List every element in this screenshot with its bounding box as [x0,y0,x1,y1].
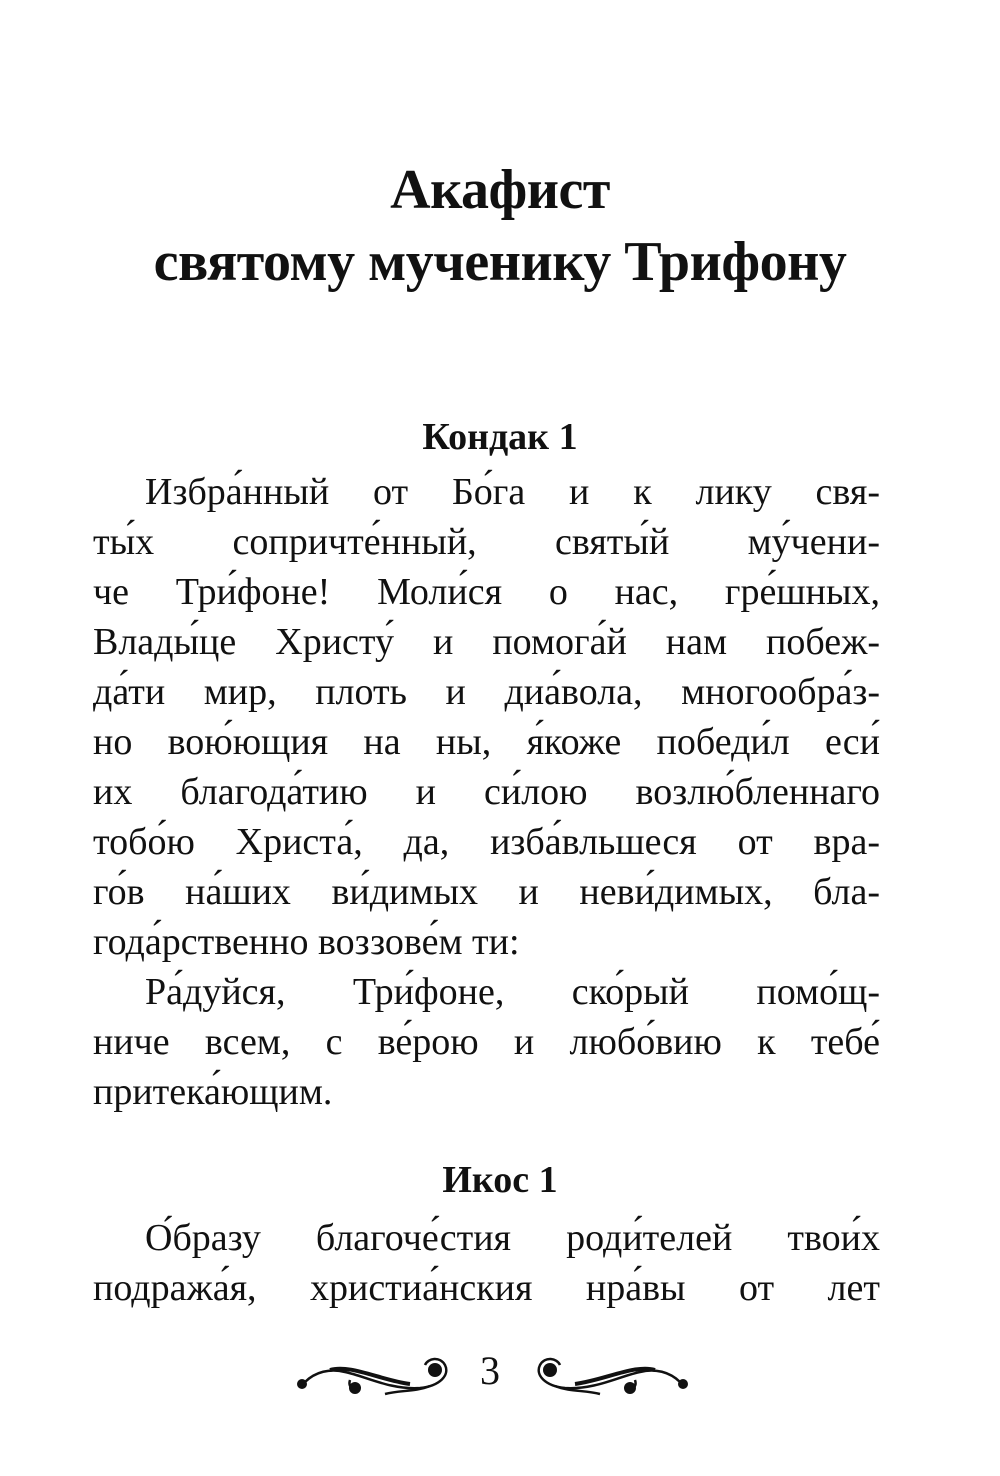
text-line: Избра́нный от Бо́га и к лику свя- [145,471,880,513]
text-line: их благода́тию и си́лою возлю́бленнаго [93,771,880,813]
section-heading-ikos: Икос 1 [442,1159,558,1201]
text-line: Влады́це Христу́ и помога́й нам побеж- [93,621,880,663]
section-heading-kontak: Кондак 1 [422,416,578,458]
text-line: О́бразу благоче́стия роди́телей твои́х [145,1217,880,1259]
ornament-left-icon [290,1350,460,1400]
text-line: ты́х сопричте́нный, святы́й му́чени- [93,521,880,563]
page-title-line-2: святому мученику Трифону [153,231,847,293]
text-line: ниче всем, с ве́рою и любо́вию к тебе́ [93,1021,880,1063]
text-line: че Три́фоне! Моли́ся о нас, гре́шных, [93,571,880,613]
text-line: го́в на́ших ви́димых и неви́димых, бла- [93,871,880,913]
page-number: 3 [480,1348,500,1393]
text-line: Ра́дуйся, Три́фоне, ско́рый помо́щ- [145,971,880,1013]
text-line: подража́я, христиа́нския нра́вы от лет [93,1267,880,1309]
page-title-line-1: Акафист [390,159,610,221]
ornament-right-icon [525,1350,695,1400]
text-line: года́рственно воззове́м ти: [93,921,520,963]
page-footer [0,1345,1000,1405]
text-line: но вою́ющия на ны, я́коже победи́л еси́ [93,721,880,763]
text-line: тобо́ю Христа́, да, изба́вльшеся от вра- [93,821,880,863]
text-line: да́ти мир, плоть и диа́вола, многообра́з- [93,671,880,713]
text-line: притека́ющим. [93,1071,333,1113]
